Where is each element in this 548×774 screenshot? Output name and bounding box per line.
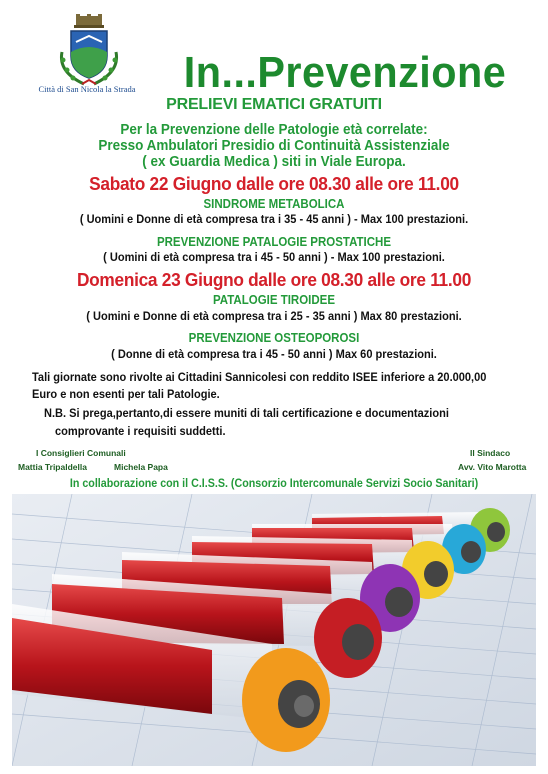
intro-line-1: Per la Prevenzione delle Patologie età correlate: — [120, 122, 428, 138]
councillors-title: I Consiglieri Comunali — [36, 448, 126, 458]
mayor-name: Avv. Vito Marotta — [458, 462, 527, 472]
day2-date: Domenica 23 Giugno dalle ore 08.30 alle ore 11.00 — [76, 270, 472, 290]
mayor-title: Il Sindaco — [470, 448, 511, 458]
day1-section1-heading: SINDROME METABOLICA — [203, 197, 345, 211]
collaboration-line: In collaborazione con il C.I.S.S. (Consorzio Intercomunale Servizi Socio Sanitari) — [69, 478, 479, 490]
day2-section1-heading: PATALOGIE TIROIDEE — [212, 293, 336, 307]
councillor-name-1: Mattia Tripaldella — [18, 462, 87, 472]
note-line-4: comprovante i requisiti suddetti. — [55, 424, 226, 438]
city-crest-icon — [54, 12, 124, 90]
day1-date: Sabato 22 Giugno dalle ore 08.30 alle ore 11.00 — [89, 174, 459, 194]
intro-text — [19, 122, 529, 170]
subtitle: PRELIEVI EMATICI GRATUITI — [166, 96, 382, 113]
note-line-3: N.B. Si prega,pertanto,di essere muniti di tali certificazione e documentazioni — [44, 406, 449, 420]
intro-line-3: ( ex Guardia Medica ) siti in Viale Europa. — [142, 154, 406, 170]
day1-section2-heading: PREVENZIONE PATALOGIE PROSTATICHE — [156, 235, 392, 249]
day2-section1-details: ( Uomini e Donne di età compresa tra i 25 - 35 anni ) Max 80 prestazioni. — [86, 309, 462, 323]
intro-line-2: Presso Ambulatori Presidio di Continuità Assistenziale — [98, 138, 450, 154]
day1-section1-details: ( Uomini e Donne di età compresa tra i 35 - 45 anni ) - Max 100 prestazioni. — [79, 212, 469, 226]
note-line-1: Tali giornate sono rivolte ai Cittadini Sannicolesi con reddito ISEE inferiore a 20.000,00 — [32, 370, 487, 384]
city-name: Città di San Nicola la Strada — [38, 84, 136, 94]
day2-section2-details: ( Donne di età compresa tra i 45 - 50 anni ) Max 60 prestazioni. — [111, 347, 437, 361]
note-line-2: Euro e non esenti per tali Patologie. — [32, 387, 220, 401]
councillor-name-2: Michela Papa — [114, 462, 168, 472]
blood-tubes-photo — [12, 494, 536, 766]
day2-section2-heading: PREVENZIONE OSTEOPOROSI — [188, 331, 360, 345]
page-title: In...Prevenzione — [183, 48, 507, 97]
day1-section2-details: ( Uomini di età compresa tra i 45 - 50 anni ) - Max 100 prestazioni. — [103, 250, 445, 264]
